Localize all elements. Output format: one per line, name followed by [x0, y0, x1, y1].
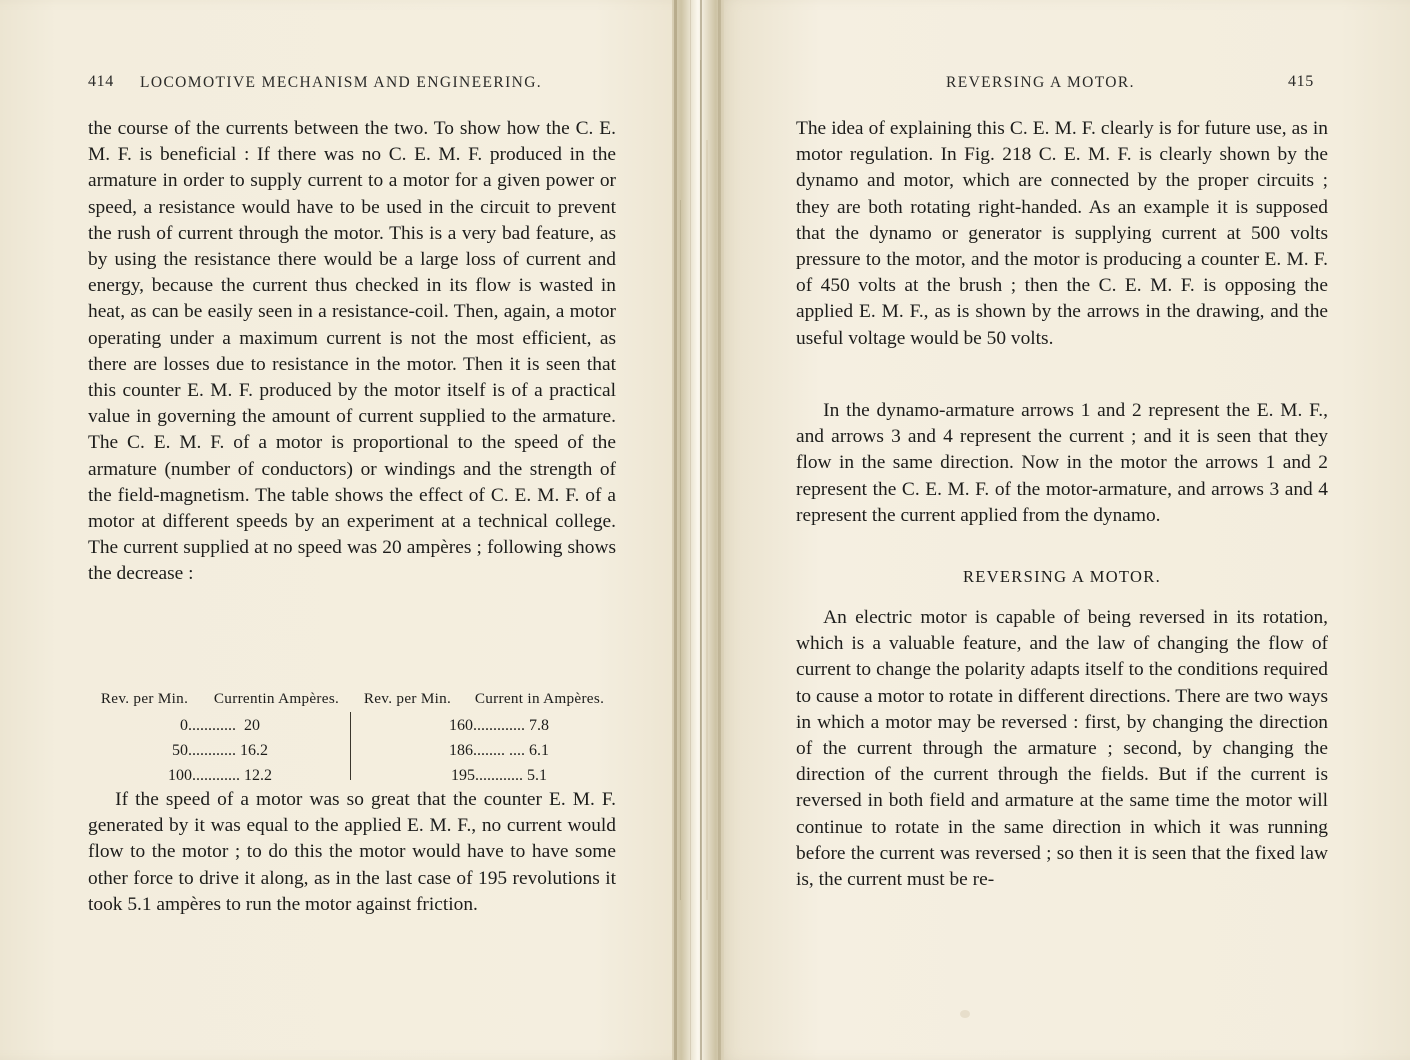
table-header-rev-left: Rev. per Min. [100, 690, 189, 707]
table-header-rev-right: Rev. per Min. [363, 690, 452, 707]
left-paragraph-1: the course of the currents between the two. To show how the C. E. M. F. is beneficial : If there was no C. E. M. F. produced in the armature in order to supply current to a motor for a given power or speed, a resistance would have to be used in the circuit to prevent the rush of current through the motor. This is a very bad feature, as by using the resistance there would be a large loss of current and energy, because the current thus checked in its flow is wasted in heat, as can be easily seen in a resistance-coil. Then, again, a motor operating under a maximum current is not the most efficient, as there are losses due to resistance in the motor. Then it is seen that this counter E. M. F. produced by the motor itself is of a practical value in governing the amount of current supplied to the armature. The C. E. M. F. of a motor is proportional to the speed of the armature (number of conductors) or windings and the strength of the field-magnetism. The table shows the effect of C. E. M. F. of a motor at different speeds by an experiment at a technical college. The current supplied at no speed was 20 ampères ; following shows the decrease : [88, 118, 616, 585]
table-row: 100............ 12.2 [168, 767, 272, 784]
table-row: 195............ 5.1 [451, 767, 547, 784]
folio-left: 414 [88, 73, 114, 90]
table-row: 50............ 16.2 [172, 742, 268, 759]
table-row: 186........ .... 6.1 [449, 742, 549, 759]
right-paragraph-3-text: An electric motor is capable of being reversed in its rotation, which is a valuable feature, and the law of changing the flow of current to change the polarity adapts itself to the conditions required to cause a motor to rotate in different directions. There are two ways in which a motor may be reversed : first, by changing the direction of the current through the armature ; second, by changing the direction of the current through the fields. But if the current is reversed in both field and armature at the same time the motor will continue to rotate in the same direction in which it was running before the current was reversed ; so then it is seen that the fixed law is, the current must be re- [796, 607, 1328, 891]
right-paragraph-1: The idea of explaining this C. E. M. F. clearly is for future use, as in motor regulation. In Fig. 218 C. E. M. F. is clearly shown by the dynamo and motor, which are connected by the proper circuits ; they are both rotating right-handed. As an example it is supposed that the dynamo or generator is supplying current at 500 volts pressure to the motor, and the motor is producing a counter E. M. F. of 450 volts at the brush ; then the C. E. M. F. is opposing the applied E. M. F., as is shown by the arrows in the drawing, and the useful voltage would be 50 volts. [796, 118, 1328, 349]
running-head-right: REVERSING A MOTOR. [946, 74, 1135, 91]
table-header-cur-left: Currentin Ampères. [213, 690, 340, 707]
left-paragraph-2-text: If the speed of a motor was so great that the counter E. M. F. generated by it was equal to the applied E. M. F., no current would flow to the motor ; to do this the motor would have to have some other force to drive it along, as in the last case of 195 revolutions it took 5.1 ampères to run the motor against friction. [88, 789, 616, 915]
folio-right: 415 [1288, 73, 1314, 90]
table-header-cur-right: Current in Ampères. [474, 690, 605, 707]
right-paragraph-2 [796, 398, 1328, 529]
right-paragraph-3 [796, 605, 1328, 893]
table-row: 160............. 7.8 [449, 717, 549, 734]
table-row: 0............ 20 [180, 717, 260, 734]
running-head-left: LOCOMOTIVE MECHANISM AND ENGINEERING. [140, 74, 543, 91]
right-paragraph-2-text: In the dynamo-armature arrows 1 and 2 represent the E. M. F., and arrows 3 and 4 represent the current ; and it is seen that they flow in the same direction. Now in the motor the arrows 1 and 2 represent the C. E. M. F. of the motor-armature, and arrows 3 and 4 represent the current applied from the dynamo. [796, 400, 1328, 526]
section-heading: REVERSING A MOTOR. [962, 567, 1162, 586]
